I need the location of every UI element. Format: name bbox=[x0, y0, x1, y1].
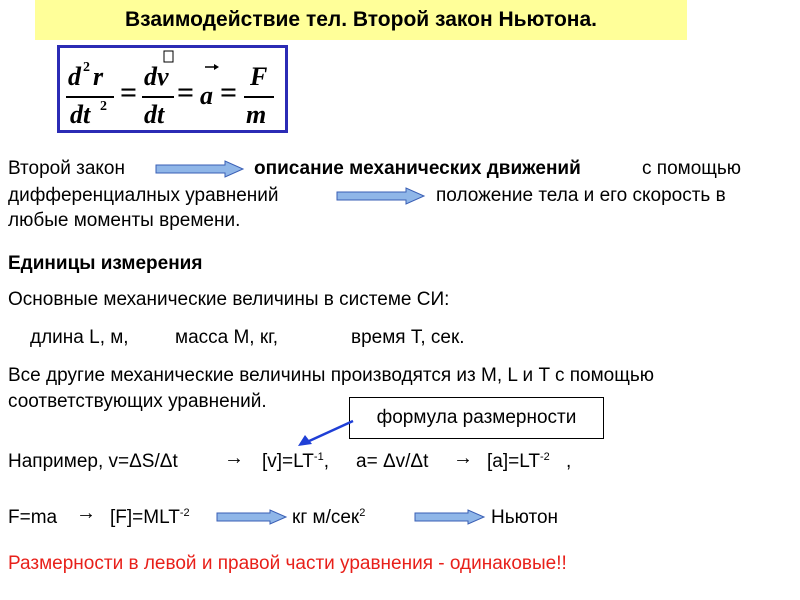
newton-second-law-formula bbox=[57, 45, 288, 133]
conclusion-text: Размерности в левой и правой части уравнения - одинаковые!! bbox=[8, 553, 567, 574]
formula-dv: dv bbox=[144, 62, 169, 91]
formula-equals-2: = bbox=[177, 76, 195, 109]
acceleration-dimension: $[a]=LT^{-2}$ bbox=[487, 451, 550, 472]
callout-pointer-arrow-icon bbox=[295, 418, 357, 448]
velocity-dimension: $[v]=LT^{-1}$, bbox=[262, 451, 329, 472]
force-equation: F=ma bbox=[8, 507, 58, 528]
formula-m: m bbox=[246, 100, 267, 129]
any-moment-text: любые моменты времени. bbox=[8, 210, 241, 231]
force-dimension: $[F]=MLT^{-2}$ bbox=[110, 507, 190, 528]
arrow-right-icon: → bbox=[224, 447, 244, 469]
si-mass-unit: масса M, кг, bbox=[175, 327, 279, 348]
formula-equals-3: = bbox=[220, 76, 238, 109]
velocity-definition: Например, v=ΔS/Δt bbox=[8, 451, 178, 472]
with-help-text: с помощью bbox=[642, 158, 742, 179]
si-time-unit: время T, сек. bbox=[351, 327, 465, 348]
formula-equals-1: = bbox=[120, 76, 138, 109]
vector-arrow-icon bbox=[204, 63, 220, 71]
formula-d2r-r: r bbox=[93, 62, 104, 91]
differential-equations-text: дифференциалных уравнений bbox=[8, 185, 279, 206]
position-velocity-text: положение тела и его скорость в bbox=[436, 185, 726, 206]
si-intro-text: Основные механические величины в системе СИ: bbox=[8, 289, 450, 310]
formula-d2r-sup: 2 bbox=[83, 60, 90, 75]
acceleration-definition: a= Δv/Δt bbox=[356, 451, 429, 472]
formula-f: F bbox=[250, 62, 268, 91]
formula-bar-2 bbox=[142, 96, 174, 98]
second-law-label: Второй закон bbox=[8, 158, 125, 179]
derived-equations-text: соответствующих уравнений. bbox=[8, 391, 267, 412]
arrow-right-icon: → bbox=[76, 502, 96, 524]
right-arrow-icon bbox=[216, 509, 288, 525]
right-arrow-icon bbox=[336, 187, 426, 205]
newton-unit-name: Ньютон bbox=[491, 507, 559, 528]
callout-label: формула размерности bbox=[376, 407, 577, 428]
formula-d2r-d: d bbox=[68, 62, 81, 91]
formula-dt2-sup: 2 bbox=[100, 99, 107, 114]
derived-quantities-text: Все другие механические величины производятся из M, L и T с помощью bbox=[8, 365, 655, 386]
example-comma: , bbox=[566, 451, 572, 472]
formula-bar-1 bbox=[66, 96, 114, 98]
si-length-unit: длина L, м, bbox=[30, 327, 129, 348]
arrow-right-icon: → bbox=[453, 447, 473, 469]
right-arrow-icon bbox=[155, 160, 245, 178]
formula-bar-3 bbox=[244, 96, 274, 98]
mechanical-description-text: описание механических движений bbox=[254, 158, 581, 179]
units-heading: Единицы измерения bbox=[8, 253, 203, 274]
formula-a: a bbox=[200, 81, 213, 110]
formula-dt: dt bbox=[144, 100, 165, 129]
formula-dt2-dt: dt bbox=[70, 100, 91, 129]
force-si-units: кг м/сек$^2$ bbox=[292, 507, 366, 528]
slide-title: Взаимодействие тел. Второй закон Ньютона. bbox=[125, 8, 597, 31]
right-arrow-icon bbox=[414, 509, 486, 525]
dimension-formula-callout bbox=[349, 397, 604, 439]
slide-title-banner bbox=[35, 0, 687, 40]
